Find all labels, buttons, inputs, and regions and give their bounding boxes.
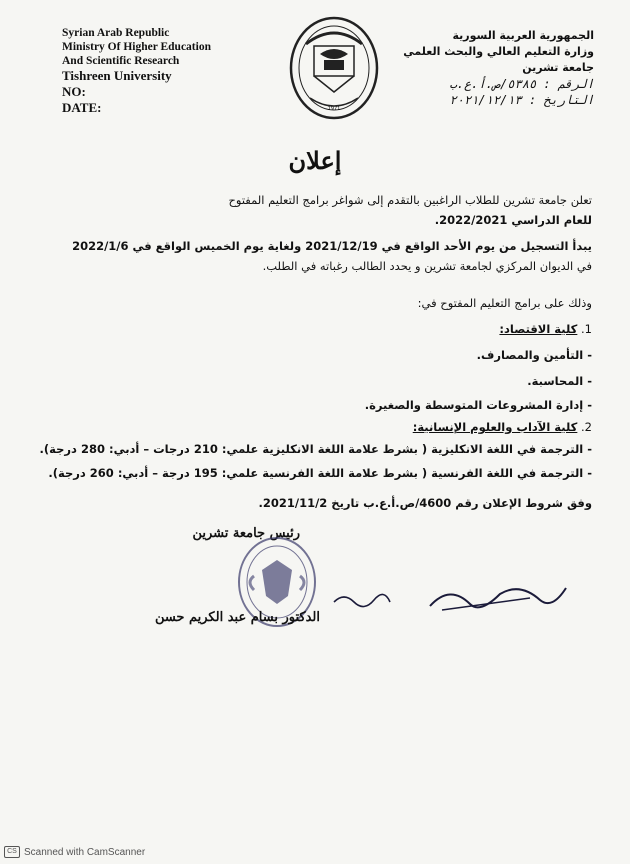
closing-reference: وفق شروط الإعلان رقم 4600/ص.أ.ع.ب تاريخ 2021/11/2. (258, 496, 592, 510)
program-item: - المحاسبة. (527, 374, 592, 388)
handwritten-signature-icon (330, 580, 570, 620)
university-seal-icon (288, 14, 380, 122)
date-label: DATE: (62, 100, 102, 115)
signatory-title: رئيس جامعة تشرين (192, 526, 300, 541)
paragraph-programs-intro: وذلك على برامج التعليم المفتوح في: (417, 296, 592, 310)
faculty-heading (32, 320, 592, 338)
arabic-header (403, 28, 594, 108)
english-header (62, 26, 211, 116)
program-item: - التأمين والمصارف. (476, 348, 592, 362)
scanner-watermark-text: Scanned with CamScanner (24, 846, 146, 858)
ministry-name-en: Ministry Of Higher Education (62, 41, 211, 53)
paragraph-intro (32, 190, 592, 230)
university-name-ar: جامعة تشرين (522, 61, 594, 74)
faculty-number: 1. (581, 322, 592, 336)
announcement-title: إعلان (288, 146, 342, 175)
paragraph-registration-line2: في الديوان المركزي لجامعة تشرين و يحدد الطالب رغباته في الطلب. (262, 259, 592, 273)
faculty-name: كلية الآداب والعلوم الإنسانية: (412, 420, 578, 434)
ministry-name-ar: وزارة التعليم العالي والبحث العلمي (403, 45, 594, 58)
program-item: - الترجمة في اللغة الفرنسية ( بشرط علامة اللغة الفرنسية علمي: 195 درجة – أدبي: 260 درجة). (48, 466, 592, 480)
reference-date: التاريخ : ٢٠٢١/١٢/١٣ (449, 93, 594, 107)
reference-number: الرقم : ٥٣٨٥/ص.أ.ع.ب (449, 77, 594, 91)
faculty-name: كلية الاقتصاد: (499, 322, 578, 336)
paragraph-registration-line1: يبدأ التسجيل من يوم الأحد الواقع في 2021/12/19 ولغاية يوم الخميس الواقع في 2022/1/6 (72, 239, 592, 253)
paragraph-intro-line2: للعام الدراسي 2022/2021. (434, 213, 592, 227)
camscanner-logo-icon: CS (4, 846, 20, 858)
program-item: - إدارة المشروعات المتوسطة والصغيرة. (364, 398, 592, 412)
country-name-en: Syrian Arab Republic (62, 27, 170, 39)
university-name-en: Tishreen University (62, 68, 172, 83)
paragraph-registration (32, 236, 592, 276)
number-label: NO: (62, 84, 86, 99)
country-name-ar: الجمهورية العربية السورية (452, 29, 594, 42)
ministry-name-en-2: And Scientific Research (62, 55, 180, 67)
faculty-number: 2. (581, 420, 592, 434)
scanner-watermark (4, 846, 145, 858)
faculty-heading (32, 418, 592, 436)
seal-year: 1971 (327, 106, 341, 112)
program-item: - الترجمة في اللغة الانكليزية ( بشرط علامة اللغة الانكليزية علمي: 210 درجات – أدبي: 280 درجة). (39, 442, 592, 456)
signatory-name: الدكتور بسام عبد الكريم حسن (154, 610, 320, 625)
paragraph-intro-line1: تعلن جامعة تشرين للطلاب الراغبين بالتقدم إلى شواغر برامج التعليم المفتوح (228, 193, 592, 207)
